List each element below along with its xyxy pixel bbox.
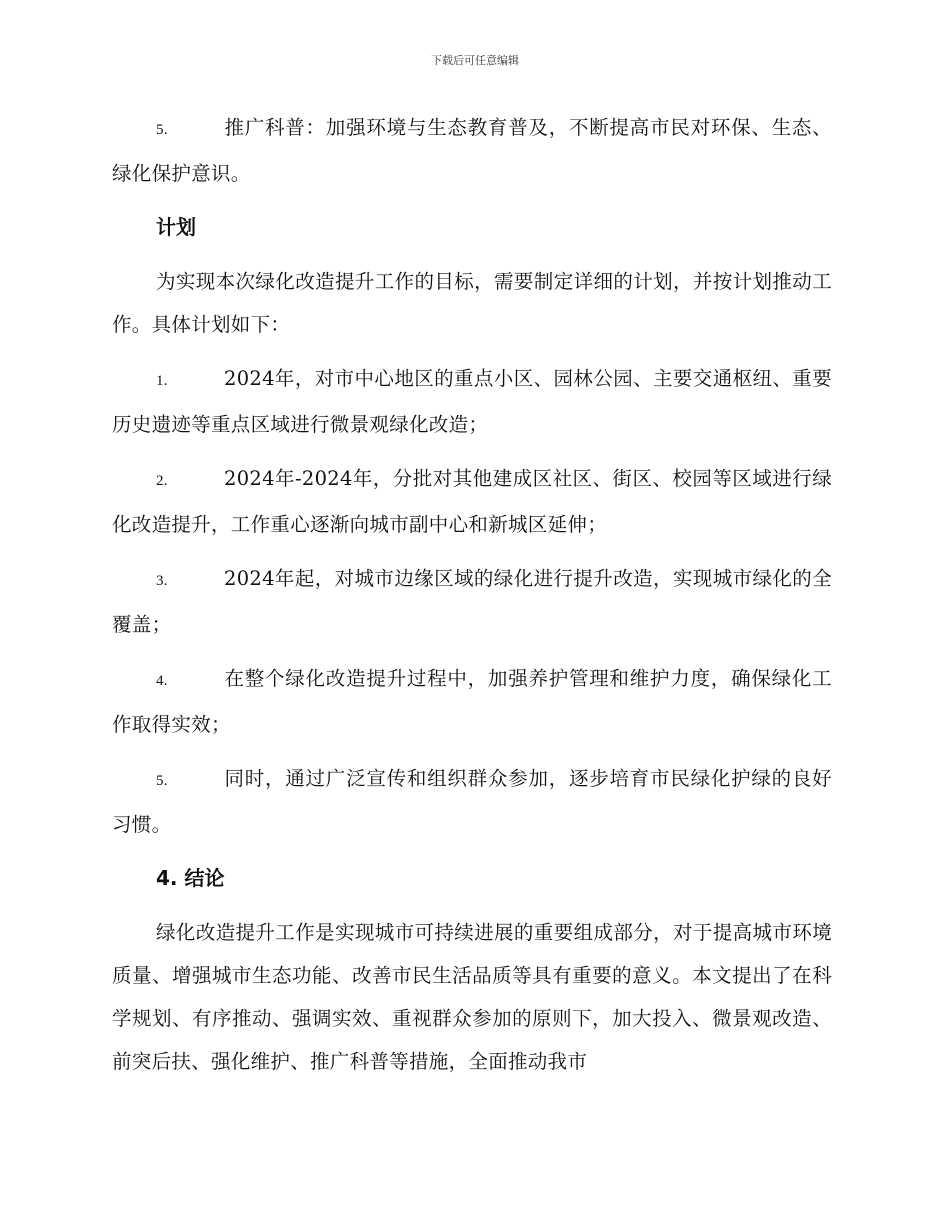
conclusion-paragraph: 绿化改造提升工作是实现城市可持续进展的重要组成部分，对于提高城市环境质量、增强城市生态功能、改善市民生活品质等具有重要的意义。本文提出了在科学规划、有序推动、强调实效、重视群众参加的原则下，加大投入、微景观改造、前突后扶、强化维护、推广科普等措施，全面推动我市	[112, 921, 832, 1073]
list-item-promotion	[112, 106, 832, 195]
list-item-text: 同时，通过广泛宣传和组织群众参加，逐步培育市民绿化护绿的良好习惯。	[112, 767, 832, 836]
page-header: 下载后可任意编辑	[431, 54, 519, 67]
section-heading-plan: 计划	[156, 215, 196, 239]
list-item-number: 3.	[156, 573, 168, 589]
plan-item-2	[112, 457, 832, 546]
list-item-number: 4.	[156, 673, 168, 689]
list-item-text: 2024年起，对城市边缘区域的绿化进行提升改造，实现城市绿化的全覆盖；	[112, 567, 832, 636]
plan-item-5	[112, 757, 832, 846]
plan-item-4	[112, 657, 832, 746]
list-item-number: 5.	[156, 773, 168, 789]
plan-intro-paragraph: 为实现本次绿化改造提升工作的目标，需要制定详细的计划，并按计划推动工作。具体计划如下：	[112, 270, 832, 336]
plan-item-1	[112, 357, 832, 446]
list-item-number: 1.	[156, 373, 168, 389]
list-item-number: 2.	[156, 473, 168, 489]
list-item-text: 2024年，对市中心地区的重点小区、园林公园、主要交通枢纽、重要历史遗迹等重点区域进行微景观绿化改造；	[112, 367, 832, 436]
list-item-text: 2024年-2024年，分批对其他建成区社区、街区、校园等区域进行绿化改造提升，工作重心逐渐向城市副中心和新城区延伸；	[112, 467, 832, 536]
list-item-text: 推广科普：加强环境与生态教育普及，不断提高市民对环保、生态、绿化保护意识。	[112, 116, 832, 185]
list-item-text: 在整个绿化改造提升过程中，加强养护管理和维护力度，确保绿化工作取得实效；	[112, 667, 832, 736]
plan-item-3	[112, 557, 832, 646]
list-item-number: 5.	[156, 122, 168, 138]
document-body	[112, 106, 832, 1094]
section-heading-conclusion: 4. 结论	[156, 866, 225, 890]
